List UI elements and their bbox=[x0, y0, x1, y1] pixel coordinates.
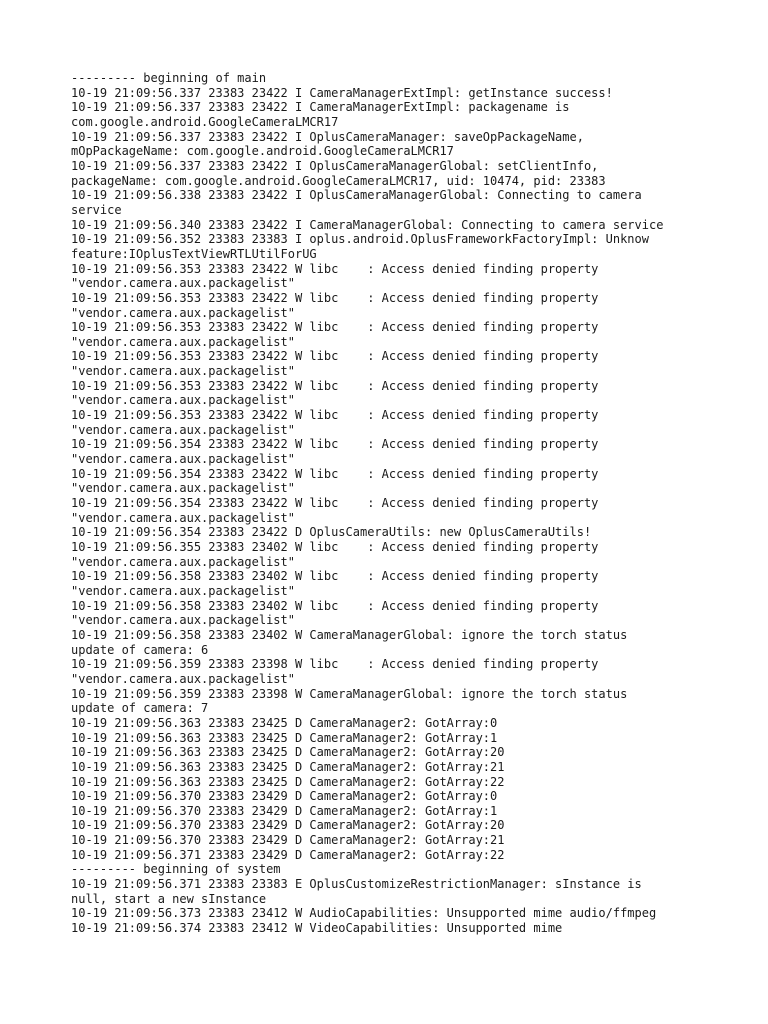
log-line: 10-19 21:09:56.353 23383 23422 W libc : Access denied finding property bbox=[71, 290, 599, 305]
log-line: 10-19 21:09:56.359 23383 23398 W CameraManagerGlobal: ignore the torch status bbox=[71, 686, 628, 701]
log-line: 10-19 21:09:56.337 23383 23422 I CameraManagerExtImpl: getInstance success! bbox=[71, 85, 613, 100]
log-line: "vendor.camera.aux.packagelist" bbox=[71, 510, 295, 525]
log-line: 10-19 21:09:56.340 23383 23422 I CameraManagerGlobal: Connecting to camera service bbox=[71, 217, 664, 232]
log-line: service bbox=[71, 202, 122, 217]
log-line: "vendor.camera.aux.packagelist" bbox=[71, 422, 295, 437]
log-line: "vendor.camera.aux.packagelist" bbox=[71, 334, 295, 349]
log-line: 10-19 21:09:56.354 23383 23422 W libc : Access denied finding property bbox=[71, 466, 599, 481]
log-line: update of camera: 6 bbox=[71, 642, 209, 657]
log-line: 10-19 21:09:56.354 23383 23422 W libc : Access denied finding property bbox=[71, 437, 599, 452]
log-line: --------- beginning of main bbox=[71, 71, 267, 85]
log-line: 10-19 21:09:56.353 23383 23422 W libc : Access denied finding property bbox=[71, 349, 599, 364]
log-line: 10-19 21:09:56.353 23383 23422 W libc : Access denied finding property bbox=[71, 261, 599, 276]
log-line: 10-19 21:09:56.337 23383 23422 I OplusCameraManager: saveOpPackageName, bbox=[71, 129, 584, 144]
log-line: 10-19 21:09:56.370 23383 23429 D CameraManager2: GotArray:20 bbox=[71, 818, 505, 833]
log-line: null, start a new sInstance bbox=[71, 891, 267, 906]
log-line: --------- beginning of system bbox=[71, 862, 281, 877]
log-line: 10-19 21:09:56.363 23383 23425 D CameraManager2: GotArray:21 bbox=[71, 759, 505, 774]
log-line: "vendor.camera.aux.packagelist" bbox=[71, 481, 295, 496]
log-line: com.google.android.GoogleCameraLMCR17 bbox=[71, 114, 339, 129]
log-line: 10-19 21:09:56.352 23383 23383 I oplus.android.OplusFrameworkFactoryImpl: Unknow bbox=[71, 232, 649, 247]
log-line: "vendor.camera.aux.packagelist" bbox=[71, 613, 295, 628]
log-line: 10-19 21:09:56.371 23383 23429 D CameraManager2: GotArray:22 bbox=[71, 847, 505, 862]
log-line: 10-19 21:09:56.370 23383 23429 D CameraManager2: GotArray:0 bbox=[71, 789, 498, 804]
log-line: 10-19 21:09:56.363 23383 23425 D CameraManager2: GotArray:20 bbox=[71, 745, 505, 760]
log-line: packageName: com.google.android.GoogleCameraLMCR17, uid: 10474, pid: 23383 bbox=[71, 173, 606, 188]
log-line: 10-19 21:09:56.355 23383 23402 W libc : Access denied finding property bbox=[71, 540, 599, 554]
log-line: 10-19 21:09:56.373 23383 23412 W AudioCapabilities: Unsupported mime audio/ffmpeg bbox=[71, 906, 657, 921]
log-document bbox=[71, 71, 731, 936]
log-line: 10-19 21:09:56.354 23383 23422 W libc : Access denied finding property bbox=[71, 496, 599, 511]
log-line: mOpPackageName: com.google.android.GoogleCameraLMCR17 bbox=[71, 144, 454, 159]
log-line: 10-19 21:09:56.371 23383 23383 E OplusCustomizeRestrictionManager: sInstance is bbox=[71, 877, 642, 892]
log-line: 10-19 21:09:56.353 23383 23422 W libc : Access denied finding property bbox=[71, 378, 599, 393]
log-line: update of camera: 7 bbox=[71, 701, 209, 716]
log-line: "vendor.camera.aux.packagelist" bbox=[71, 452, 295, 467]
log-line: 10-19 21:09:56.337 23383 23422 I OplusCameraManagerGlobal: setClientInfo, bbox=[71, 158, 599, 173]
log-line: "vendor.camera.aux.packagelist" bbox=[71, 393, 295, 408]
log-line: 10-19 21:09:56.353 23383 23422 W libc : Access denied finding property bbox=[71, 320, 599, 335]
log-line: "vendor.camera.aux.packagelist" bbox=[71, 364, 295, 379]
log-line: 10-19 21:09:56.358 23383 23402 W libc : Access denied finding property bbox=[71, 569, 599, 584]
log-line: 10-19 21:09:56.370 23383 23429 D CameraManager2: GotArray:1 bbox=[71, 803, 498, 818]
log-line: "vendor.camera.aux.packagelist" bbox=[71, 554, 295, 569]
log-line: 10-19 21:09:56.353 23383 23422 W libc : Access denied finding property bbox=[71, 408, 599, 423]
log-line: "vendor.camera.aux.packagelist" bbox=[71, 305, 295, 320]
log-line: 10-19 21:09:56.358 23383 23402 W libc : Access denied finding property bbox=[71, 598, 599, 613]
log-line: "vendor.camera.aux.packagelist" bbox=[71, 583, 295, 598]
log-line: feature:IOplusTextViewRTLUtilForUG bbox=[71, 246, 317, 261]
log-line: 10-19 21:09:56.359 23383 23398 W libc : Access denied finding property bbox=[71, 657, 599, 672]
log-line: 10-19 21:09:56.354 23383 23422 D OplusCameraUtils: new OplusCameraUtils! bbox=[71, 525, 592, 540]
log-line: 10-19 21:09:56.370 23383 23429 D CameraManager2: GotArray:21 bbox=[71, 833, 505, 848]
log-line: 10-19 21:09:56.363 23383 23425 D CameraManager2: GotArray:22 bbox=[71, 774, 505, 789]
log-line: 10-19 21:09:56.337 23383 23422 I CameraManagerExtImpl: packagename is bbox=[71, 100, 570, 115]
log-line: "vendor.camera.aux.packagelist" bbox=[71, 671, 295, 686]
log-line: "vendor.camera.aux.packagelist" bbox=[71, 276, 295, 291]
log-line: 10-19 21:09:56.338 23383 23422 I OplusCameraManagerGlobal: Connecting to camera bbox=[71, 188, 642, 203]
log-line: 10-19 21:09:56.374 23383 23412 W VideoCapabilities: Unsupported mime bbox=[71, 921, 563, 936]
log-line: 10-19 21:09:56.358 23383 23402 W CameraManagerGlobal: ignore the torch status bbox=[71, 627, 628, 642]
log-line: 10-19 21:09:56.363 23383 23425 D CameraManager2: GotArray:0 bbox=[71, 715, 498, 730]
log-line: 10-19 21:09:56.363 23383 23425 D CameraManager2: GotArray:1 bbox=[71, 730, 498, 745]
